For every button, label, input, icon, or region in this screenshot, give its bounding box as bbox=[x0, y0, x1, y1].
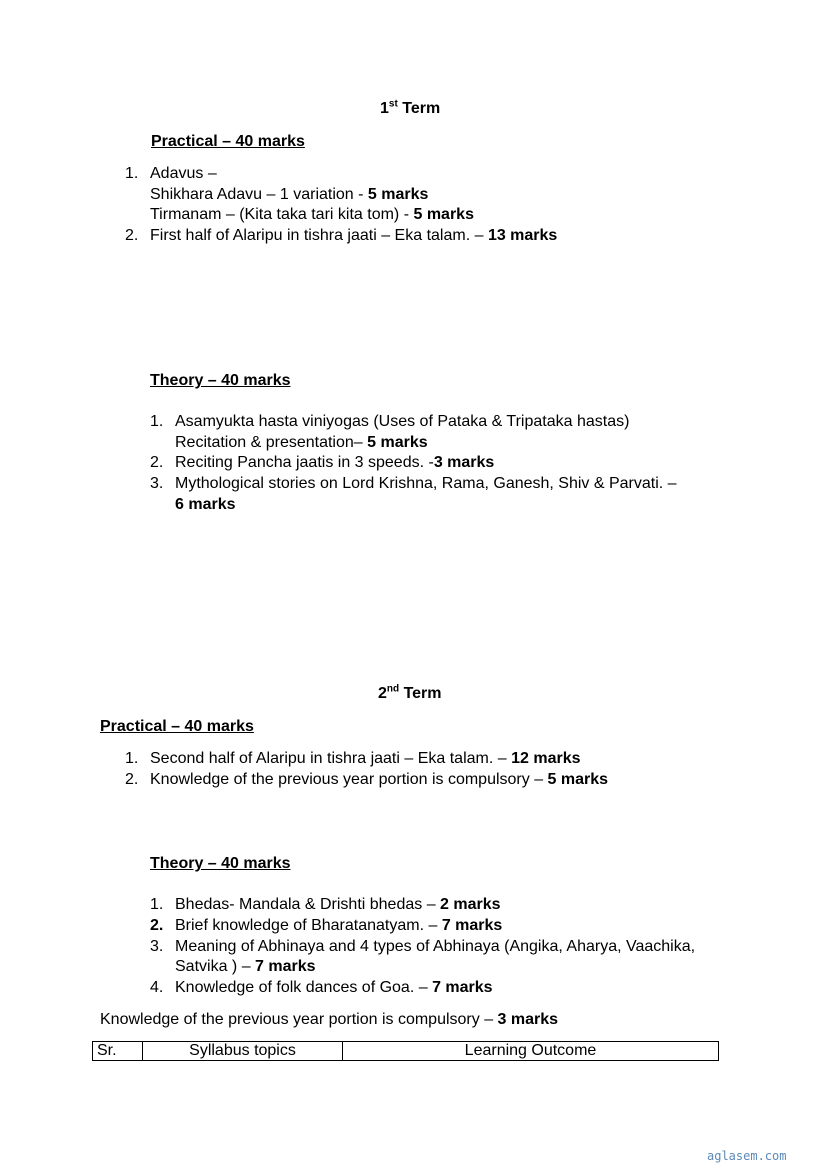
list-number: 2. bbox=[150, 454, 164, 471]
list-item: Bhedas- Mandala & Drishti bhedas – 2 marks bbox=[175, 896, 501, 913]
table-header-cell: Syllabus topics bbox=[143, 1042, 343, 1061]
list-item: Tirmanam – (Kita taka tari kita tom) - 5 marks bbox=[150, 206, 474, 223]
list-number: 1. bbox=[150, 413, 164, 430]
term2-practical-heading: Practical – 40 marks bbox=[100, 718, 254, 735]
term2-theory-heading: Theory – 40 marks bbox=[150, 855, 291, 872]
list-number: 2. bbox=[150, 917, 164, 934]
list-number: 3. bbox=[150, 938, 164, 955]
note-line: Knowledge of the previous year portion is compulsory – 3 marks bbox=[100, 1011, 559, 1028]
list-item: Satvika ) – 7 marks bbox=[175, 958, 316, 975]
list-item: Shikhara Adavu – 1 variation - 5 marks bbox=[150, 186, 429, 203]
list-item: Meaning of Abhinaya and 4 types of Abhinaya (Angika, Aharya, Vaachika, bbox=[175, 938, 696, 955]
list-item: Recitation & presentation– 5 marks bbox=[175, 434, 428, 451]
term2-title: 2nd Term bbox=[378, 683, 442, 702]
list-item: Second half of Alaripu in tishra jaati – Eka talam. – 12 marks bbox=[150, 750, 581, 767]
syllabus-table bbox=[92, 1041, 719, 1061]
table-header-cell: Learning Outcome bbox=[343, 1042, 719, 1061]
term1-title: 1st Term bbox=[380, 98, 441, 117]
list-number: 3. bbox=[150, 475, 164, 492]
list-number: 1. bbox=[125, 750, 139, 767]
list-item: Asamyukta hasta viniyogas (Uses of Pataka & Tripataka hastas) bbox=[175, 413, 630, 430]
table-header-cell: Sr. bbox=[93, 1042, 143, 1061]
list-number: 2. bbox=[125, 771, 139, 788]
footer-watermark: aglasem.com bbox=[707, 1149, 787, 1163]
list-item: First half of Alaripu in tishra jaati – Eka talam. – 13 marks bbox=[150, 227, 558, 244]
list-item: Reciting Pancha jaatis in 3 speeds. -3 marks bbox=[175, 454, 495, 471]
list-number: 2. bbox=[125, 227, 139, 244]
list-item: Knowledge of folk dances of Goa. – 7 marks bbox=[175, 979, 493, 996]
table-header-row bbox=[93, 1042, 719, 1061]
list-item: 6 marks bbox=[175, 496, 236, 513]
list-item: Brief knowledge of Bharatanatyam. – 7 marks bbox=[175, 917, 503, 934]
term1-practical-heading: Practical – 40 marks bbox=[151, 133, 305, 150]
list-item: Mythological stories on Lord Krishna, Rama, Ganesh, Shiv & Parvati. – bbox=[175, 475, 677, 492]
term1-theory-heading: Theory – 40 marks bbox=[150, 372, 291, 389]
list-number: 1. bbox=[125, 165, 139, 182]
list-item: Adavus – bbox=[150, 165, 217, 182]
list-item: Knowledge of the previous year portion is compulsory – 5 marks bbox=[150, 771, 609, 788]
list-number: 1. bbox=[150, 896, 164, 913]
list-number: 4. bbox=[150, 979, 164, 996]
